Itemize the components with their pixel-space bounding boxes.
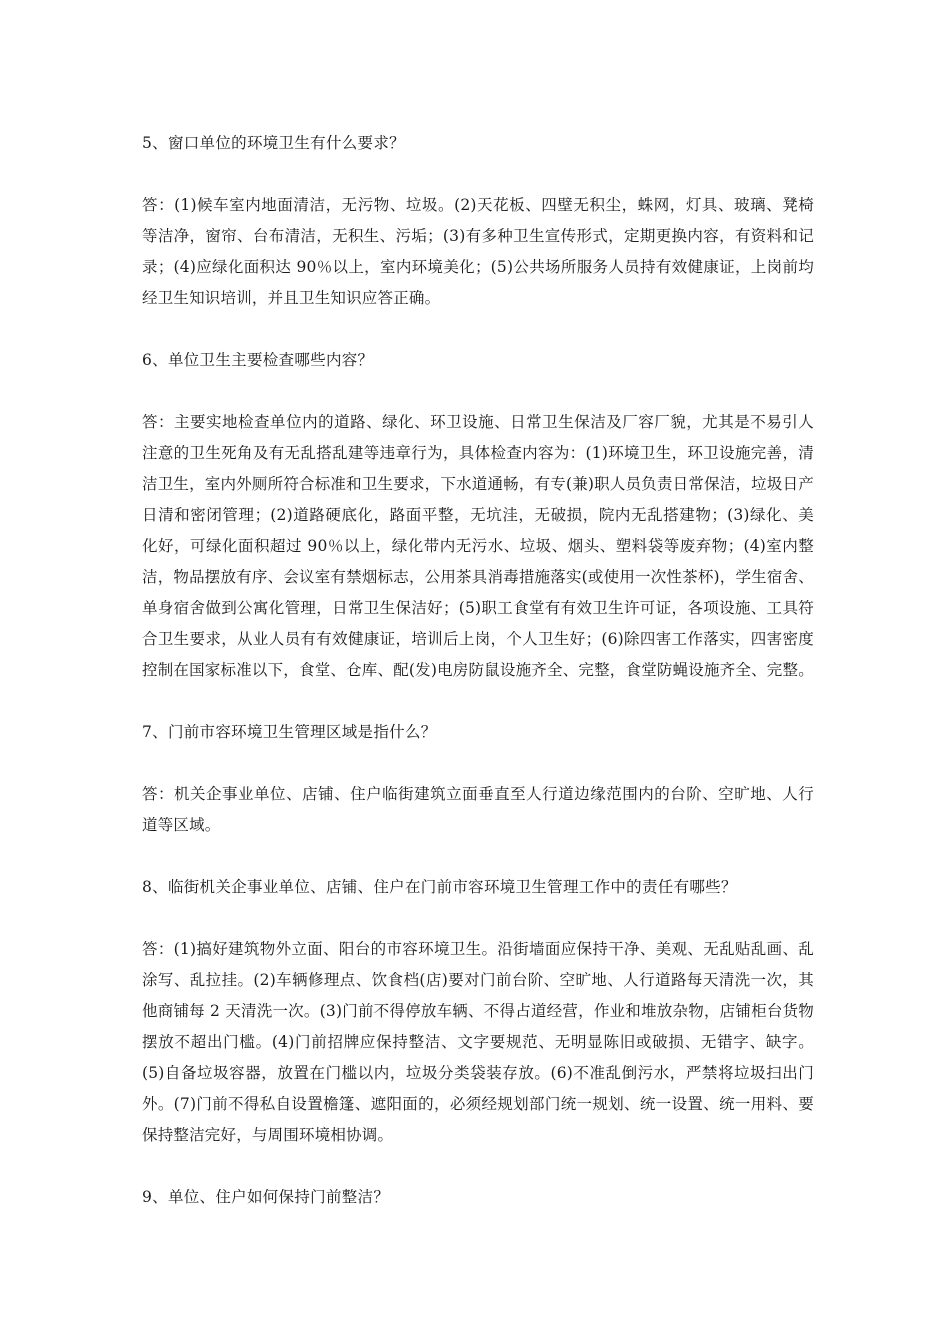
question-9: 9、单位、住户如何保持门前整洁？ (142, 1188, 390, 1206)
document-page (142, 128, 814, 1244)
question-8: 8、临街机关企事业单位、店铺、住户在门前市容环境卫生管理工作中的责任有哪些？ (142, 878, 737, 896)
answer-6: 答：主要实地检查单位内的道路、绿化、环卫设施、日常卫生保洁及厂容厂貌，尤其是不易引人注意的卫生死角及有无乱搭乱建等违章行为，具体检查内容为：(1)环境卫生，环卫设施完善，清洁卫生，室内外厕所符合标准和卫生要求，下水道通畅，有专(兼)职人员负责日常保洁，垃圾日产日清和密闭管理；(2)道路硬底化，路面平整，无坑洼，无破损，院内无乱搭建物；(3)绿化、美化好，可绿化面积超过 90％以上，绿化带内无污水、垃圾、烟头、塑料袋等废弃物；(4)室内整洁，物品摆放有序、会议室有禁烟标志，公用茶具消毒措施落实(或使用一次性茶杯)，学生宿舍、单身宿舍做到公寓化管理，日常卫生保洁好；(5)职工食堂有有效卫生许可证，各项设施、工具符合卫生要求，从业人员有有效健康证，培训后上岗，个人卫生好；(6)除四害工作落实，四害密度控制在国家标准以下，食堂、仓库、配(发)电房防鼠设施齐全、完整，食堂防蝇设施齐全、完整。 (142, 413, 814, 679)
answer-8: 答：(1)搞好建筑物外立面、阳台的市容环境卫生。沿街墙面应保持干净、美观、无乱贴乱画、乱涂写、乱拉挂。(2)车辆修理点、饮食档(店)要对门前台阶、空旷地、人行道路每天清洗一次，其他商铺每 2 天清洗一次。(3)门前不得停放车辆、不得占道经营，作业和堆放杂物，店铺柜台货物摆放不超出门槛。(4)门前招牌应保持整洁、文字要规范、无明显陈旧或破损、无错字、缺字。(5)自备垃圾容器，放置在门槛以内，垃圾分类袋装存放。(6)不准乱倒污水，严禁将垃圾扫出门外。(7)门前不得私自设置檐篷、遮阳面的，必须经规划部门统一规划、统一设置、统一用料、要保持整洁完好，与周围环境相协调。 (142, 940, 814, 1144)
question-7: 7、门前市容环境卫生管理区域是指什么？ (142, 723, 437, 741)
answer-7: 答：机关企事业单位、店铺、住户临街建筑立面垂直至人行道边缘范围内的台阶、空旷地、人行道等区域。 (142, 785, 814, 834)
question-6: 6、单位卫生主要检查哪些内容？ (142, 351, 374, 369)
answer-5: 答：(1)候车室内地面清洁，无污物、垃圾。(2)天花板、四壁无积尘，蛛网，灯具、玻璃、凳椅等洁净，窗帘、台布清洁，无积生、污垢；(3)有多种卫生宣传形式，定期更换内容，有资料和记录；(4)应绿化面积达 90％以上，室内环境美化；(5)公共场所服务人员持有效健康证，上岗前均经卫生知识培训，并且卫生知识应答正确。 (142, 196, 814, 307)
question-5: 5、窗口单位的环境卫生有什么要求？ (142, 134, 405, 152)
